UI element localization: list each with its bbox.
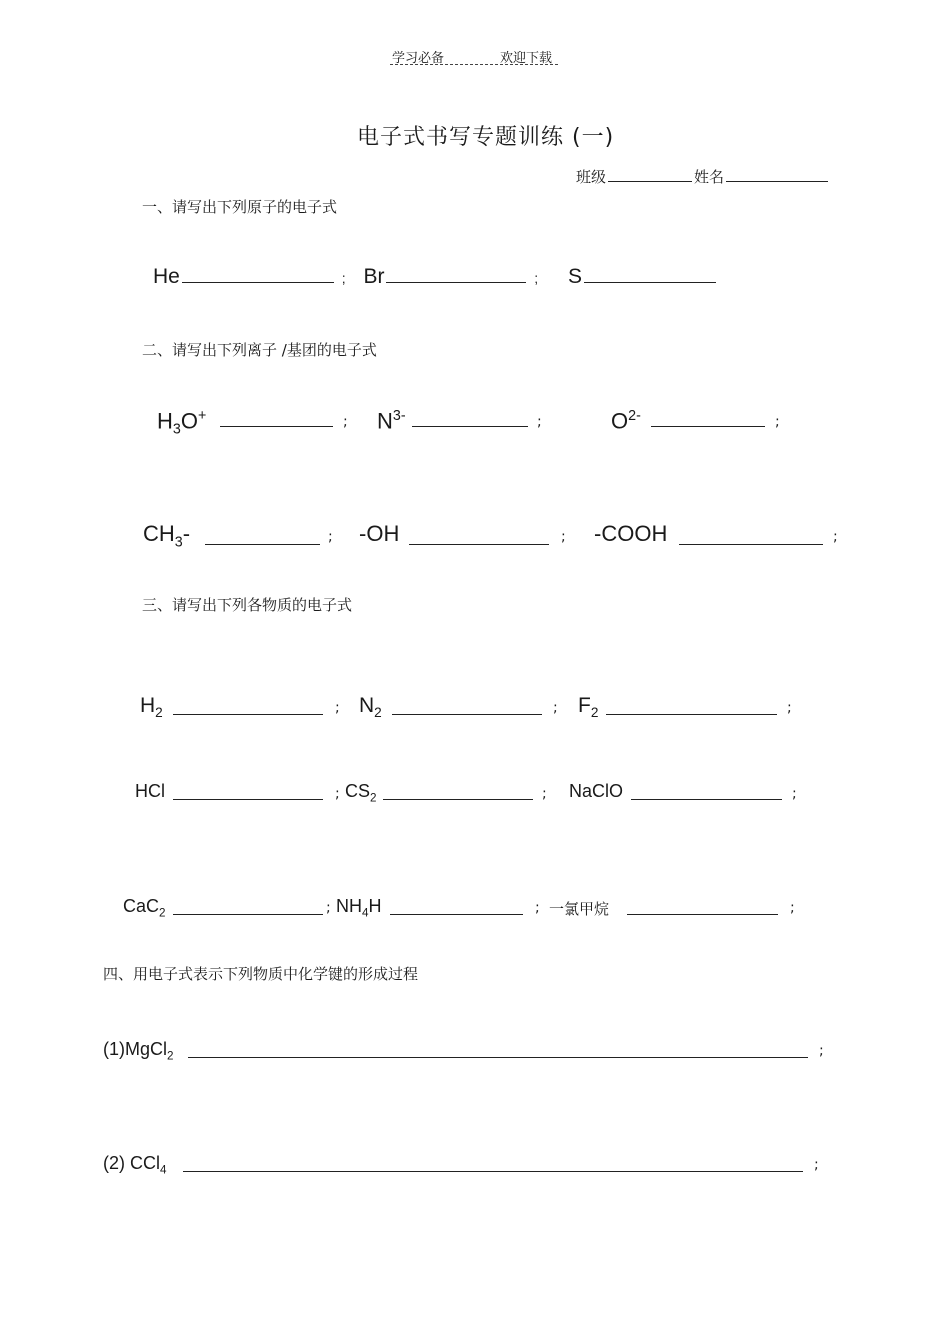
- process-mgcl2: (1)MgCl$_2$: [103, 1039, 174, 1063]
- process-ccl4: (2) CCl$_4$: [103, 1153, 167, 1177]
- substance-chloromethane: 一氯甲烷: [549, 900, 610, 918]
- separator: ;: [534, 270, 539, 286]
- ion-n3: $N^{3-}$: [377, 408, 406, 434]
- atom-row: [153, 265, 718, 289]
- substance-hcl: HCl: [135, 781, 165, 801]
- ion-h3o: $H_3O^+$: [157, 408, 207, 438]
- group-ch3: $CH_3-$: [143, 521, 191, 551]
- answer-blank[interactable]: [631, 799, 782, 800]
- answer-blank[interactable]: [173, 714, 323, 715]
- atom-s: S: [568, 265, 583, 288]
- substance-nh4h: $NH_4H$: [336, 896, 382, 920]
- header-right: 欢迎下载: [500, 51, 553, 66]
- answer-blank[interactable]: [627, 914, 778, 915]
- separator: ;: [792, 786, 797, 802]
- separator: ;: [542, 786, 547, 802]
- class-name-line: [576, 166, 830, 187]
- separator: ;: [326, 900, 331, 916]
- separator: ;: [341, 270, 346, 286]
- class-label: 班级: [576, 168, 607, 186]
- answer-blank[interactable]: [173, 799, 323, 800]
- answer-blank[interactable]: [205, 544, 320, 545]
- separator: ;: [819, 1043, 824, 1059]
- section-2-heading: 二、请写出下列离子 /基团的电子式: [142, 341, 377, 359]
- substance-naclo: NaClO: [569, 781, 624, 801]
- answer-blank[interactable]: [386, 281, 526, 283]
- separator: ;: [335, 700, 340, 716]
- answer-blank[interactable]: [183, 1171, 803, 1172]
- substance-f2: $F_2$: [578, 694, 599, 721]
- answer-blank[interactable]: [188, 1057, 808, 1058]
- separator: ;: [790, 900, 795, 916]
- section-3-heading: 三、请写出下列各物质的电子式: [142, 596, 353, 614]
- section-4-heading: 四、用电子式表示下列物质中化学键的形成过程: [103, 965, 419, 983]
- answer-blank[interactable]: [606, 714, 777, 715]
- ion-o2: $O^{2-}$: [611, 408, 641, 434]
- separator: ;: [328, 529, 333, 545]
- separator: ;: [537, 414, 542, 430]
- substance-cac2: CaC$_2$: [123, 896, 166, 920]
- answer-blank[interactable]: [182, 281, 334, 283]
- atom-br: Br: [363, 265, 385, 288]
- separator: ;: [833, 529, 838, 545]
- answer-blank[interactable]: [412, 426, 528, 427]
- group-cooh: -COOH: [594, 521, 668, 546]
- separator: ;: [343, 414, 348, 430]
- answer-blank[interactable]: [220, 426, 333, 427]
- separator: ;: [553, 700, 558, 716]
- separator: ;: [775, 414, 780, 430]
- answer-blank[interactable]: [383, 799, 533, 800]
- name-blank[interactable]: [726, 180, 828, 182]
- separator: ;: [787, 700, 792, 716]
- separator: ;: [561, 529, 566, 545]
- separator: ;: [535, 900, 540, 916]
- answer-blank[interactable]: [651, 426, 765, 427]
- page-title: 电子式书写专题训练 (一): [357, 125, 615, 150]
- answer-blank[interactable]: [390, 914, 523, 915]
- group-oh: -OH: [359, 521, 400, 546]
- section-1-heading: 一、请写出下列原子的电子式: [142, 198, 338, 216]
- class-blank[interactable]: [608, 180, 692, 182]
- name-label: 姓名: [694, 168, 725, 186]
- answer-blank[interactable]: [409, 544, 549, 545]
- answer-blank[interactable]: [679, 544, 823, 545]
- answer-blank[interactable]: [173, 914, 323, 915]
- substance-n2: $N_2$: [359, 694, 382, 721]
- substance-cs2: $CS_2$: [345, 781, 377, 805]
- header-divider: [390, 64, 558, 65]
- header-left: 学习必备: [392, 51, 445, 66]
- separator: ;: [814, 1157, 819, 1173]
- answer-blank[interactable]: [584, 281, 716, 283]
- substance-h2: $H_2$: [140, 694, 163, 721]
- separator: ;: [335, 786, 340, 802]
- atom-he: He: [153, 265, 180, 288]
- answer-blank[interactable]: [392, 714, 542, 715]
